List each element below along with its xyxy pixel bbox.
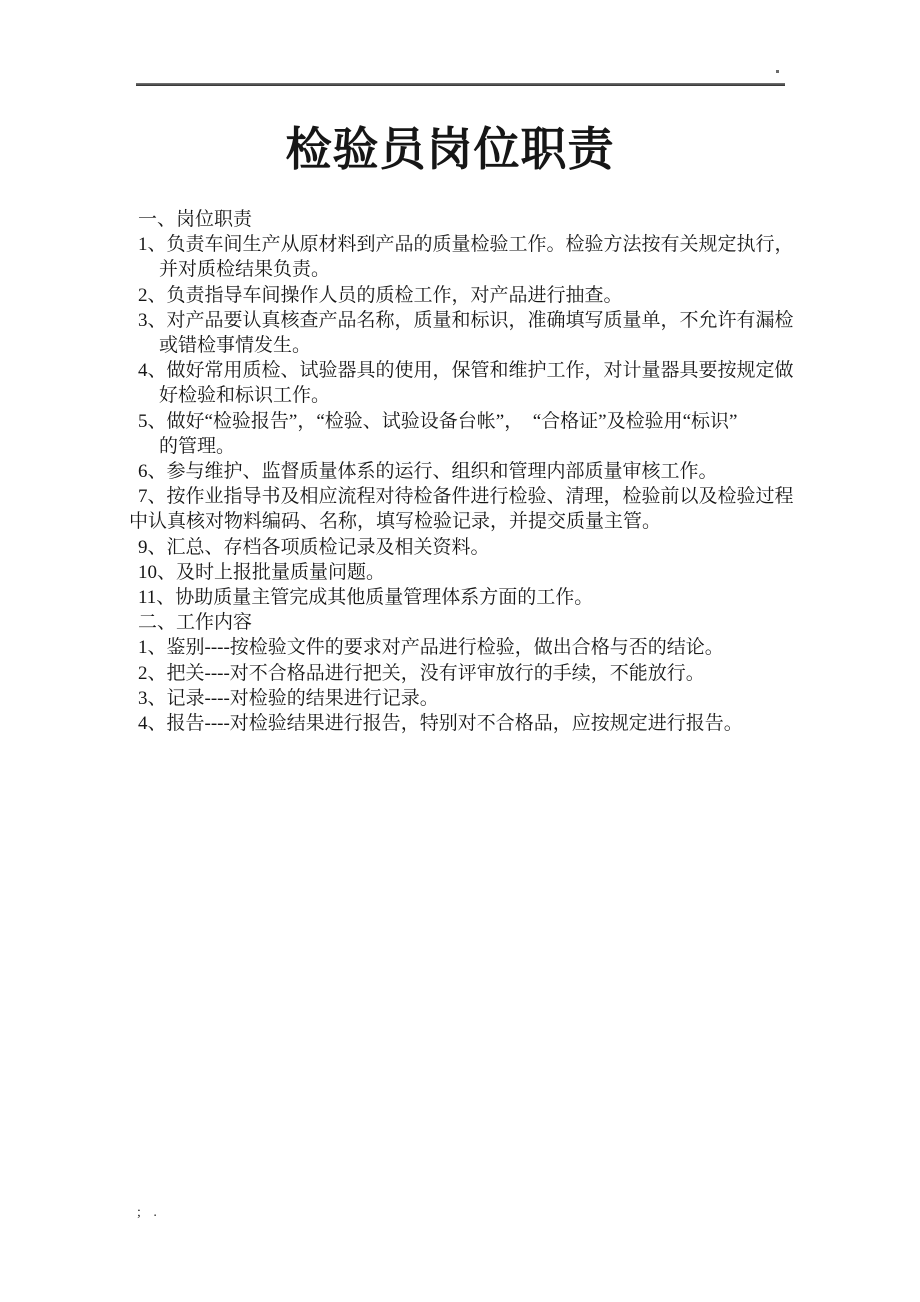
item-line: 4、报告----对检验结果进行报告，特别对不合格品，应按规定进行报告。 bbox=[138, 713, 743, 735]
document-body bbox=[129, 207, 848, 736]
item-line: 4、做好常用质检、试验器具的使用，保管和维护工作，对计量器具要按规定做 bbox=[138, 360, 794, 382]
item-line: 7、按作业指导书及相应流程对待检备件进行检验、清理，检验前以及检验过程 bbox=[138, 486, 794, 508]
item-line: 5、做好“检验报告”，“检验、试验设备台帐”， “合格证”及检验用“标识” bbox=[138, 410, 738, 432]
item-line: 的管理。 bbox=[159, 435, 236, 457]
item-line: 或错检事情发生。 bbox=[159, 335, 312, 357]
item-line: 中认真核对物料编码、名称，填写检验记录，并提交质量主管。 bbox=[129, 511, 662, 533]
footer-marks: ; . bbox=[137, 1205, 158, 1220]
item-line: 6、参与维护、监督质量体系的运行、组织和管理内部质量审核工作。 bbox=[138, 461, 718, 483]
item-line: 好检验和标识工作。 bbox=[159, 385, 331, 407]
item-line: 1、负责车间生产从原材料到产品的质量检验工作。检验方法按有关规定执行， bbox=[138, 234, 794, 256]
item-line: 2、负责指导车间操作人员的质检工作，对产品进行抽查。 bbox=[138, 284, 623, 306]
item-line: 2、把关----对不合格品进行把关，没有评审放行的手续，不能放行。 bbox=[138, 662, 705, 684]
document-title: 检验员岗位职责 bbox=[285, 124, 615, 175]
item-line: 9、汇总、存档各项质检记录及相关资料。 bbox=[138, 536, 490, 558]
item-line: 并对质检结果负责。 bbox=[159, 259, 331, 281]
item-line: 1、鉴别----按检验文件的要求对产品进行检验，做出合格与否的结论。 bbox=[138, 637, 724, 659]
item-line: 3、记录----对检验的结果进行记录。 bbox=[138, 687, 439, 709]
item-line: 3、对产品要认真核查产品名称，质量和标识，准确填写质量单，不允许有漏检 bbox=[138, 309, 794, 331]
item-line: 11、协助质量主管完成其他质量管理体系方面的工作。 bbox=[138, 587, 594, 609]
header-rule bbox=[136, 83, 785, 86]
corner-dot bbox=[776, 70, 779, 73]
item-line: 10、及时上报批量质量问题。 bbox=[138, 561, 386, 583]
section-heading: 二、工作内容 bbox=[138, 612, 253, 634]
section-heading: 一、岗位职责 bbox=[138, 209, 253, 230]
